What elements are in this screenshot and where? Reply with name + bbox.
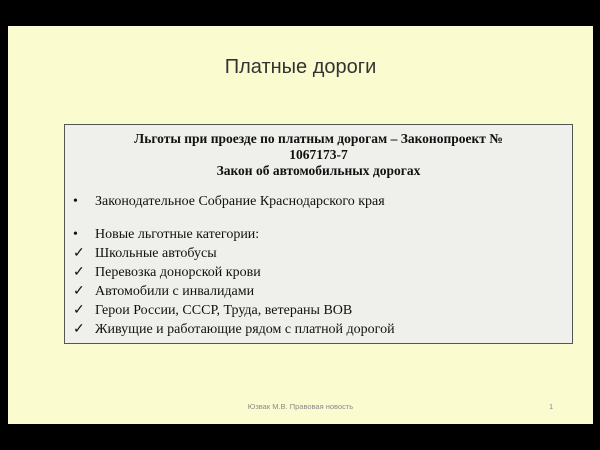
list-item-text: Законодательное Собрание Краснодарского края xyxy=(95,194,385,209)
slide-title: Платные дороги xyxy=(224,56,377,78)
checklist-item xyxy=(73,320,572,339)
checklist-item xyxy=(73,263,572,282)
checkmark-icon: ✓ xyxy=(73,284,85,299)
page-number: 1 xyxy=(549,402,554,411)
checklist-item-text: Герои России, СССР, Труда, ветераны ВОВ xyxy=(95,303,353,318)
checklist-item-text: Перевозка донорской крови xyxy=(95,265,261,280)
slide-footer: Юзвак М.В. Правовая новость xyxy=(247,402,354,411)
box-heading-line-1: Льготы при проезде по платным дорогам – Законопроект № xyxy=(134,131,503,146)
checklist-item xyxy=(73,301,572,320)
checkmark-icon: ✓ xyxy=(73,265,85,280)
checkmark-icon: ✓ xyxy=(73,246,85,261)
content-box xyxy=(64,124,573,344)
box-heading-line-3: Закон об автомобильных дорогах xyxy=(216,163,421,178)
list-item-text: Новые льготные категории: xyxy=(95,227,260,242)
list-item xyxy=(73,225,572,244)
slide xyxy=(8,26,593,424)
checkmark-icon: ✓ xyxy=(73,322,85,337)
list-item xyxy=(73,192,572,211)
box-heading xyxy=(65,125,572,179)
bullet-icon: • xyxy=(73,194,78,209)
checklist-item-text: Автомобили с инвалидами xyxy=(95,284,255,299)
checklist-item xyxy=(73,282,572,301)
checklist-item xyxy=(73,244,572,263)
box-heading-line-2: 1067173-7 xyxy=(289,147,348,162)
checkmark-icon: ✓ xyxy=(73,303,85,318)
checklist-item-text: Школьные автобусы xyxy=(95,246,217,261)
bullet-icon: • xyxy=(73,227,78,242)
content-list xyxy=(65,192,572,339)
checklist-item-text: Живущие и работающие рядом с платной дорогой xyxy=(95,322,395,337)
